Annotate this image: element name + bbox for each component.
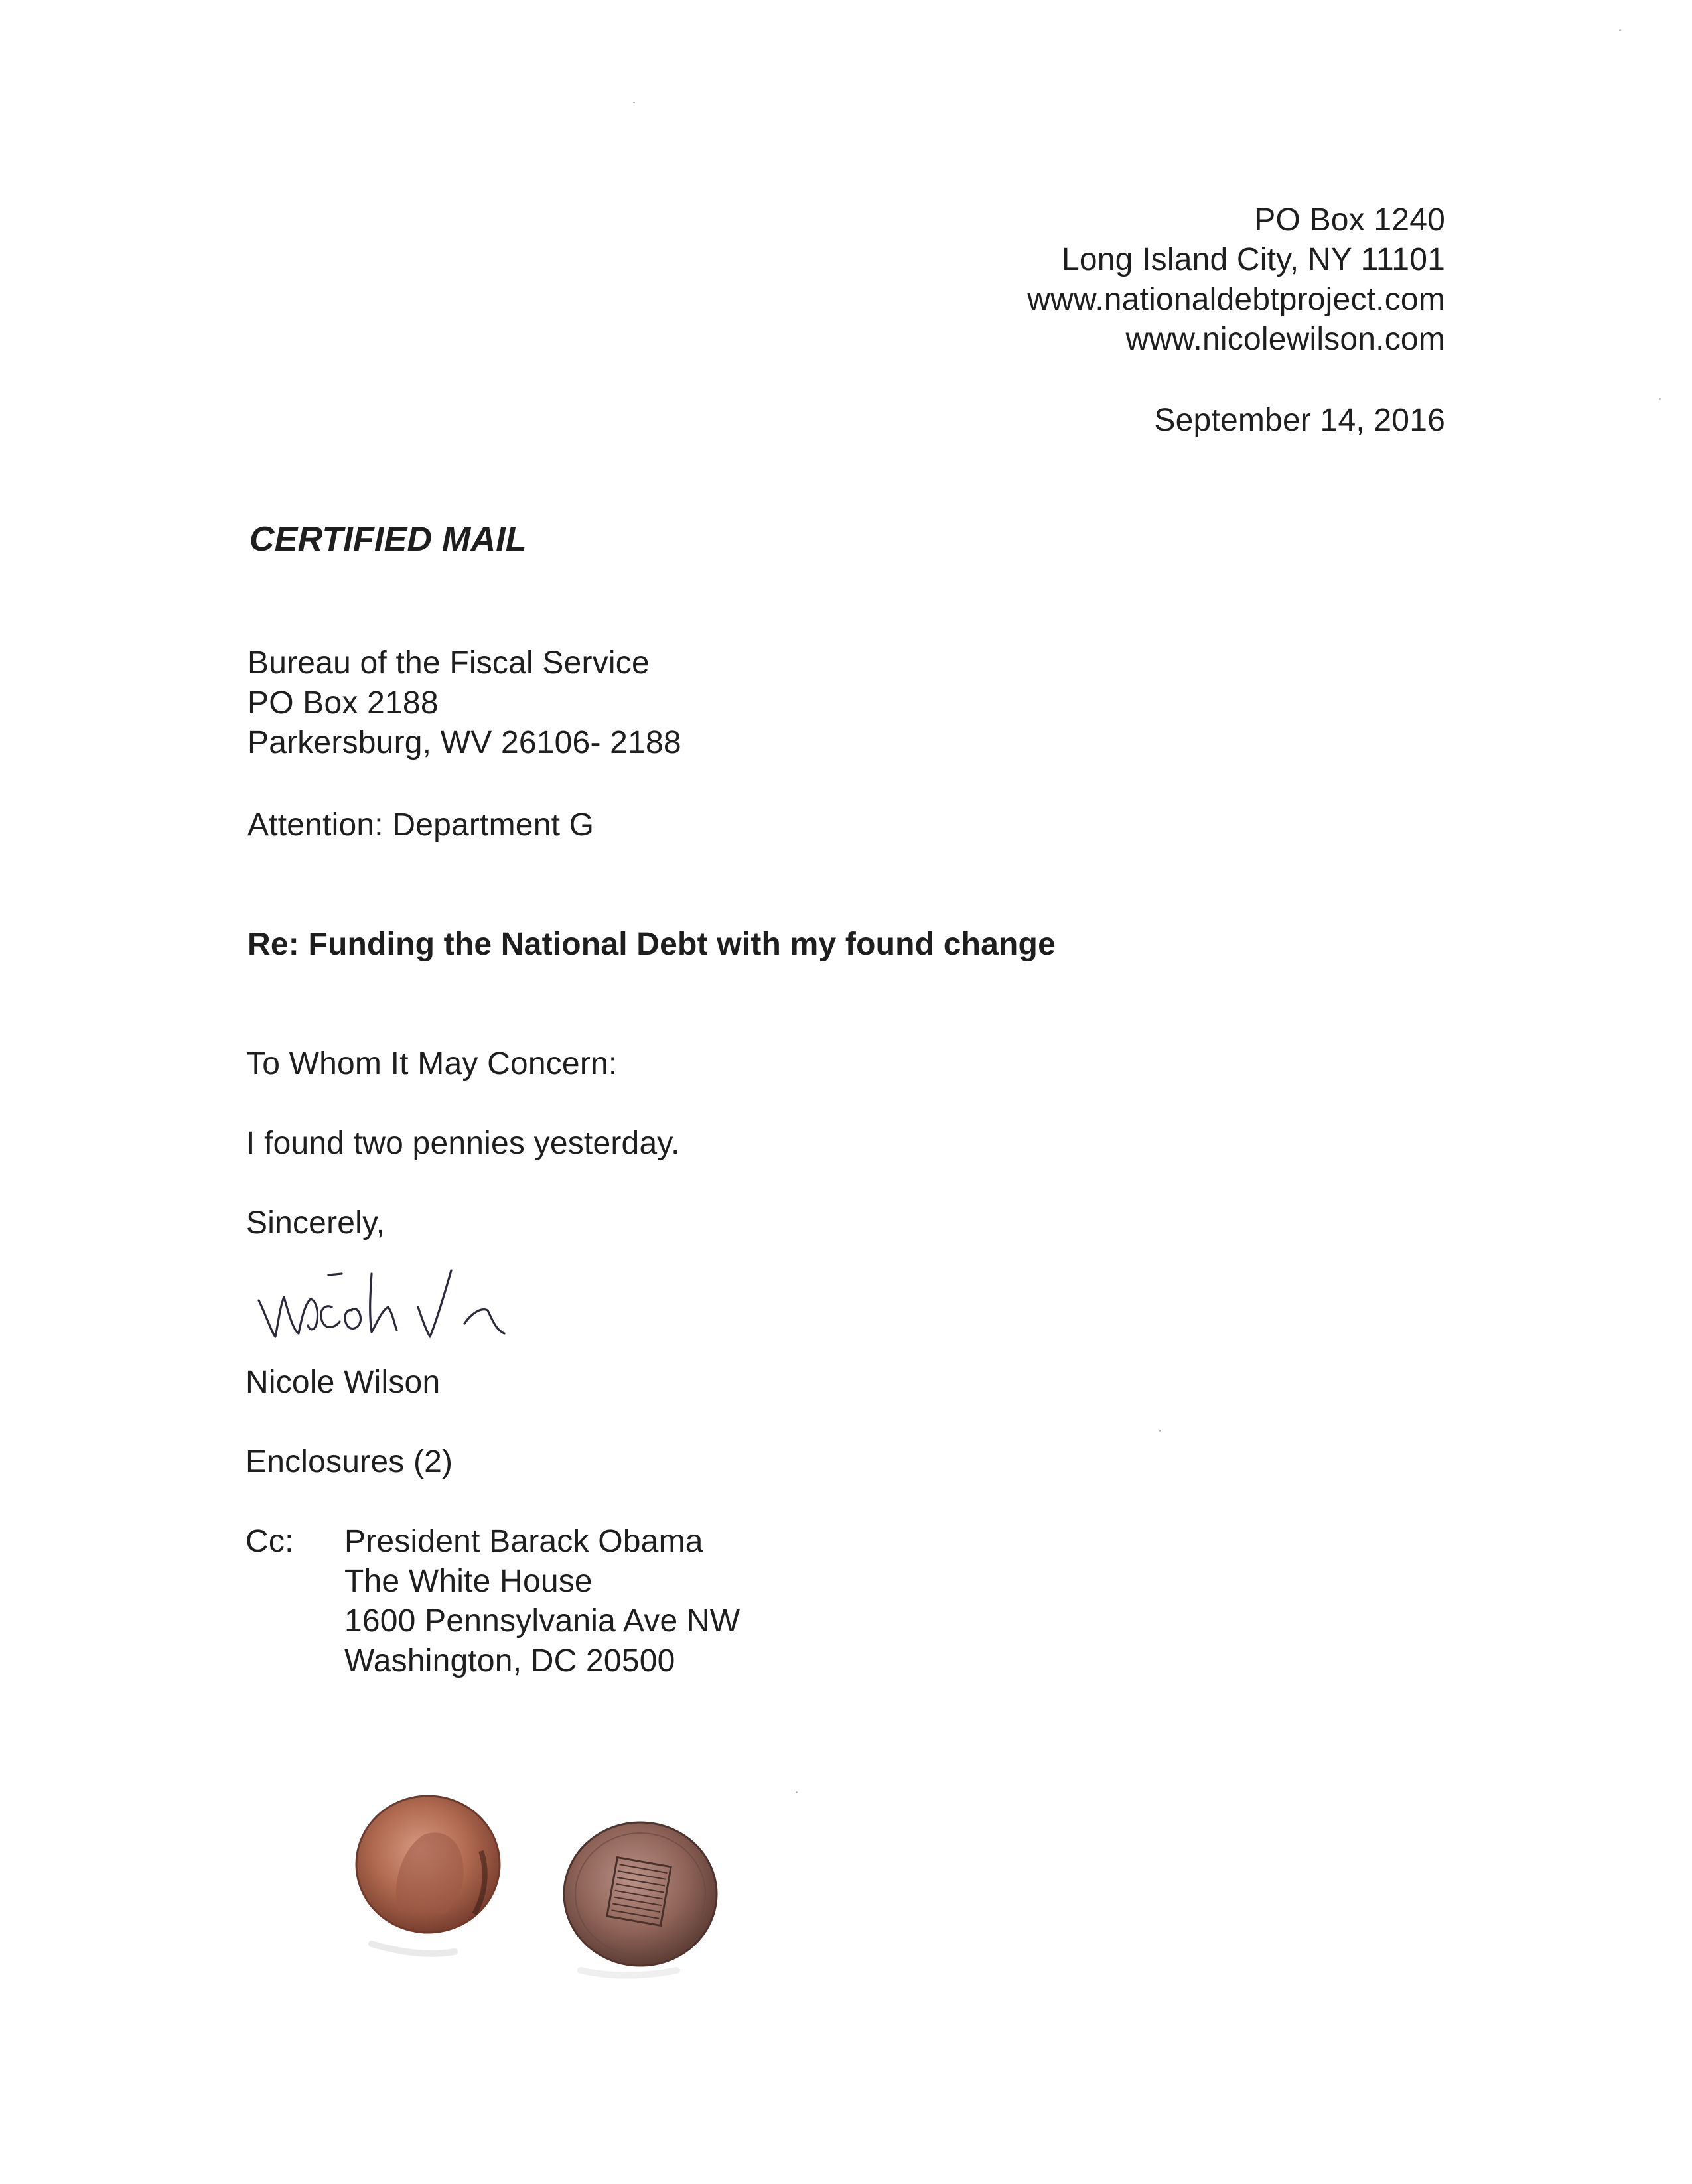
scan-speck [1659,398,1661,400]
sender-website-link[interactable]: www.nicolewilson.com [1125,322,1445,357]
sender-address-block [782,200,1445,360]
signer-name: Nicole Wilson [246,1365,441,1400]
cc-address-block [344,1522,740,1681]
recipient-address-block [247,644,681,763]
cc-label: Cc: [246,1524,294,1559]
recipient-line: Bureau of the Fiscal Service [247,646,650,681]
signature-stroke [259,1270,504,1337]
sender-line: PO Box 1240 [1254,202,1445,238]
recipient-line: Parkersburg, WV 26106- 2188 [247,725,681,760]
cc-line: Washington, DC 20500 [344,1643,675,1678]
enclosed-pennies [345,1778,756,2010]
sender-line: Long Island City, NY 11101 [1061,242,1445,277]
signature [252,1247,597,1353]
recipient-line: PO Box 2188 [247,685,439,720]
penny-reverse-icon [564,1822,717,1976]
subject-line: Re: Funding the National Debt with my found change [247,927,1056,962]
enclosures-note: Enclosures (2) [246,1444,453,1479]
sender-website-link[interactable]: www.nationaldebtproject.com [1027,282,1445,317]
attention-line: Attention: Department G [247,807,595,843]
certified-mail-heading: CERTIFIED MAIL [249,520,527,559]
letter-date: September 14, 2016 [1154,403,1445,438]
cc-line: The White House [344,1564,593,1599]
penny-obverse-icon [356,1796,500,1954]
closing: Sincerely, [246,1205,386,1241]
letter-body: I found two pennies yesterday. [246,1126,680,1161]
cc-line: 1600 Pennsylvania Ave NW [344,1604,740,1639]
scan-speck [796,1791,798,1793]
scan-speck [633,102,635,103]
scan-speck [1159,1430,1161,1432]
scan-speck [1619,29,1621,31]
salutation: To Whom It May Concern: [246,1046,618,1081]
cc-line: President Barack Obama [344,1524,703,1559]
